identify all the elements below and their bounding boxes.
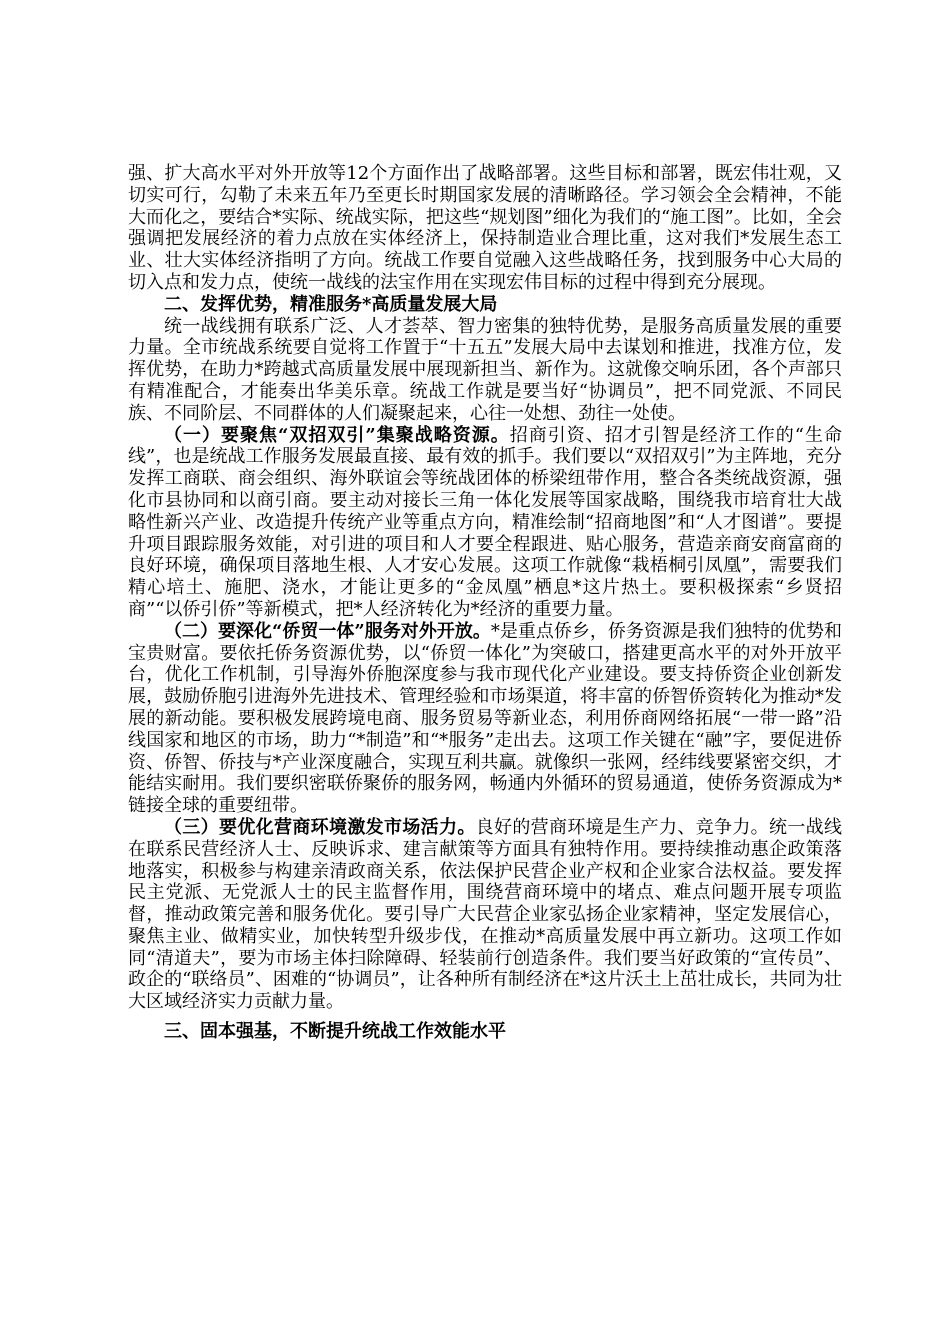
section-2-paragraph: 统一战线拥有联系广泛、人才荟萃、智力密集的独特优势，是服务高质量发展的重要力量。全市统战系统要自觉将工作置于“十五五”发展大局中去谋划和推进，找准方位，发挥优势，在助力*跨越式高质量发展中展现新担当、新作为。这就像交响乐团，各个声部只有精准配合，才能奏出华美乐章。统战工作就是要当好“协调员”，把不同党派、不同民族、不同阶层、不同群体的人们凝聚起来，心往一处想、劲往一处使。 (128, 315, 842, 424)
subsection-3-body: 良好的营商环境是生产力、竞争力。统一战线在联系民营经济人士、反映诉求、建言献策等方面具有独特作用。要持续推动惠企政策落地落实，积极参与构建亲清政商关系，依法保护民营企业产权和企业家合法权益。要发挥民主党派、无党派人士的民主监督作用，围绕营商环境中的堵点、难点问题开展专项监督，推动政策完善和服务优化。要引导广大民营企业家弘扬企业家精神，坚定发展信心，聚焦主业、做精实业，加快转型升级步伐，在推动*高质量发展中再立新功。这项工作如同“清道夫”，要为市场主体扫除障碍、轻装前行创造条件。我们要当好政策的“宣传员”、政企的“联络员”、困难的“协调员”，让各种所有制经济在*这片沃土上茁壮成长，共同为壮大区域经济实力贡献力量。 (128, 816, 843, 1013)
intro-paragraph: 强、扩大高水平对外开放等12个方面作出了战略部署。这些目标和部署，既宏伟壮观，又切实可行，勾勒了未来五年乃至更长时期国家发展的清晰路径。学习领会全会精神，不能大而化之，要结合*实际、统战实际，把这些“规划图”细化为我们的“施工图”。比如，全会强调把发展经济的着力点放在实体经济上，保持制造业合理比重，这对我们*发展生态工业、壮大实体经济指明了方向。统战工作要自觉融入这些战略任务，找到服务中心大局的切入点和发力点，使统一战线的法宝作用在实现宏伟目标的过程中得到充分展现。 (128, 163, 842, 293)
subsection-3-paragraph (128, 817, 842, 1013)
spacer (128, 1013, 842, 1021)
subsection-2-body: *是重点侨乡，侨务资源是我们独特的优势和宝贵财富。要依托侨务资源优势，以“侨贸一体化”为突破口，搭建更高水平的对外开放平台，优化工作机制，引导海外侨胞深度参与我市现代化产业建设。要支持侨资企业创新发展，鼓励侨胞引进海外先进技术、管理经验和市场渠道，将丰富的侨智侨资转化为推动*发展的新动能。要积极发展跨境电商、服务贸易等新业态，利用侨商网络拓展“一带一路”沿线国家和地区的市场，助力“*制造”和“*服务”走出去。这项工作关键在“融”字，要促进侨资、侨智、侨技与*产业深度融合，实现互利共赢。就像织一张网，经纬线要紧密交织，才能结实耐用。我们要织密联侨聚侨的服务网，畅通内外循环的贸易通道，使侨务资源成为*链接全球的重要纽带。 (128, 620, 842, 817)
subsection-3-lead: （三）要优化营商环境激发市场活力。 (164, 816, 476, 838)
section-heading-2: 二、发挥优势，精准服务*高质量发展大局 (164, 293, 498, 315)
section-heading-3: 三、固本强基，不断提升统战工作效能水平 (164, 1021, 506, 1043)
subsection-2-lead: （二）要深化“侨贸一体”服务对外开放。 (164, 620, 491, 642)
subsection-1-lead: （一）要聚焦“双招双引”集聚战略资源。 (164, 424, 510, 446)
subsection-1-paragraph (128, 425, 842, 621)
subsection-1-body: 招商引资、招才引智是经济工作的“生命线”，也是统战工作服务发展最直接、最有效的抓手。我们要以“双招双引”为主阵地，充分发挥工商联、商会组织、海外联谊会等统战团体的桥梁纽带作用，整合各类统战资源，强化市县协同和以商引商。要主动对接长三角一体化发展等国家战略，围绕我市培育壮大战略性新兴产业、改造提升传统产业等重点方向，精准绘制“招商地图”和“人才图谱”。要提升项目跟踪服务效能，对引进的项目和人才要全程跟进、贴心服务，营造亲商安商富商的良好环境，确保项目落地生根、人才安心发展。这项工作就像“栽梧桐引凤凰”，需要我们精心培土、施肥、浇水，才能让更多的“金凤凰”栖息*这片热土。要积极探索“乡贤招商”“以侨引侨”等新模式，把*人经济转化为*经济的重要力量。 (128, 424, 842, 620)
document-page (128, 163, 842, 1043)
subsection-2-paragraph (128, 621, 842, 817)
